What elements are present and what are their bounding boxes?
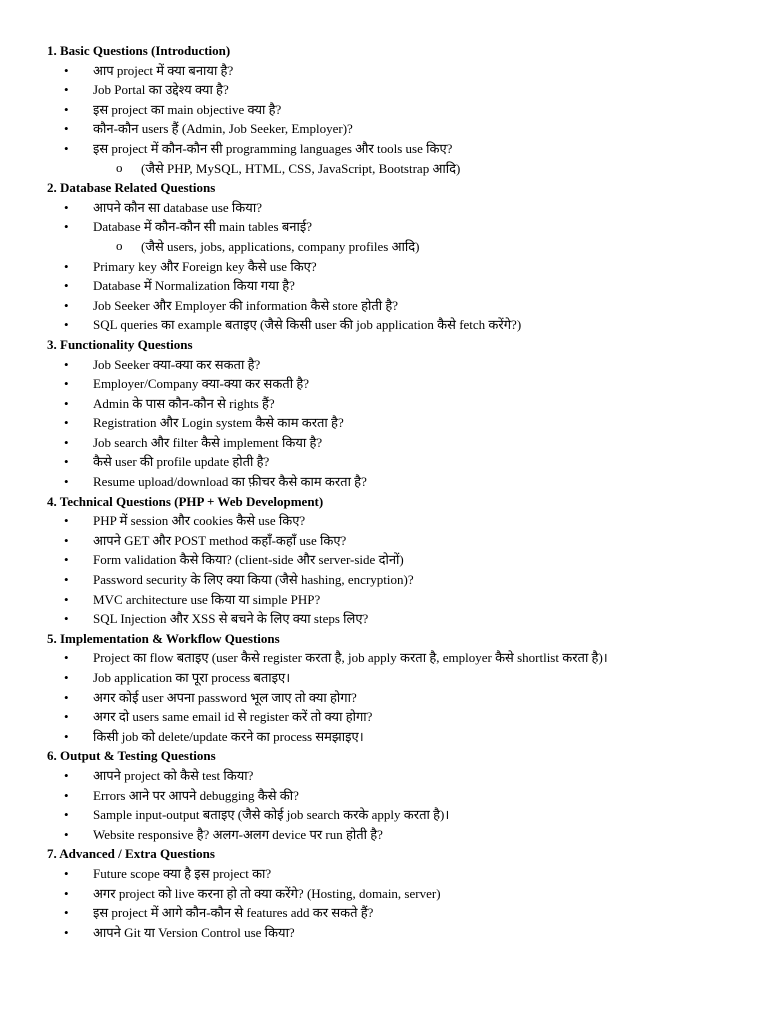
bullet-icon: • (64, 317, 69, 333)
question-item (0, 825, 768, 845)
question-text: Job application का पूरा process बताइए। (93, 670, 291, 685)
question-item (0, 100, 768, 120)
section-title: Functionality Questions (60, 336, 193, 352)
bullet-icon: • (64, 865, 69, 881)
section-heading (0, 629, 768, 649)
question-item (0, 315, 768, 335)
bullet-icon: • (64, 650, 69, 666)
sub-item-text: (जैसे users, jobs, applications, company profiles आदि) (141, 238, 420, 254)
question-text: अगर दो users same email id से register करें तो क्या होगा? (93, 709, 373, 725)
question-item (0, 609, 768, 629)
question-item (0, 531, 768, 551)
bullet-icon: • (64, 513, 69, 529)
question-text: Project का flow बताइए (user कैसे register करता है, job apply करता है, employer कैसे shortlist करता है)। (93, 650, 608, 666)
section-number: 5. (47, 630, 57, 646)
document-page (0, 41, 768, 942)
bullet-icon: • (64, 767, 69, 783)
question-item (0, 727, 768, 747)
question-item (0, 433, 768, 453)
section-title: Advanced / Extra Questions (59, 846, 215, 862)
section-heading (0, 844, 768, 864)
section-heading (0, 41, 768, 61)
bullet-icon: • (64, 591, 69, 607)
question-item (0, 296, 768, 316)
question-item (0, 805, 768, 825)
question-text: Job search और filter कैसे implement किया है? (93, 434, 323, 450)
bullet-icon: • (64, 728, 69, 744)
question-text: Future scope क्या है इस project का? (93, 865, 272, 881)
question-text: Primary key और Foreign key कैसे use किए? (93, 258, 317, 274)
question-item (0, 276, 768, 296)
bullet-icon: • (64, 532, 69, 548)
bullet-icon: • (64, 62, 69, 78)
question-text: Password security के लिए क्या किया (जैसे hashing, encryption)? (93, 572, 414, 588)
question-text: आपने GET और POST method कहाँ-कहाँ use किए? (93, 532, 347, 548)
bullet-icon: • (64, 356, 69, 372)
section-number: 6. (47, 748, 57, 764)
question-item (0, 570, 768, 590)
bullet-icon: • (64, 140, 69, 156)
section-number: 7. (47, 846, 57, 862)
question-text: आपने Git या Version Control use किया? (93, 924, 295, 940)
question-text: इस project का main objective क्या है? (93, 101, 282, 117)
section-title: Implementation & Workflow Questions (60, 630, 280, 646)
question-text: इस project में कौन-कौन सी programming languages और tools use किए? (93, 140, 453, 156)
question-text: अगर कोई user अपना password भूल जाए तो क्या होगा? (93, 689, 357, 705)
question-text: PHP में session और cookies कैसे use किए? (93, 513, 306, 529)
question-text: इस project में आगे कौन-कौन से features add कर सकते हैं? (93, 905, 374, 921)
bullet-icon: • (64, 552, 69, 568)
bullet-icon: • (64, 670, 69, 685)
bullet-icon: • (64, 434, 69, 450)
circle-bullet-icon: o (116, 237, 123, 253)
question-text: Database में कौन-कौन सी main tables बनाई? (93, 219, 313, 235)
bullet-icon: • (64, 219, 69, 235)
question-item (0, 119, 768, 139)
section-number: 3. (47, 336, 57, 352)
question-text: Job Seeker और Employer की information कैसे store होती है? (93, 297, 399, 313)
question-item (0, 139, 768, 159)
question-item (0, 688, 768, 708)
question-item (0, 374, 768, 394)
question-item (0, 472, 768, 492)
question-item (0, 257, 768, 277)
question-text: Form validation कैसे किया? (client-side और server-side दोनों) (93, 552, 404, 568)
question-item (0, 923, 768, 943)
sub-item-text: (जैसे PHP, MySQL, HTML, CSS, JavaScript, Bootstrap आदि) (141, 160, 461, 176)
question-item (0, 61, 768, 81)
question-text: Registration और Login system कैसे काम करता है? (93, 415, 344, 431)
section-number: 2. (47, 180, 57, 196)
question-text: अगर project को live करना हो तो क्या करेंगे? (Hosting, domain, server) (93, 885, 441, 901)
bullet-icon: • (64, 611, 69, 627)
question-item (0, 452, 768, 472)
question-text: Website responsive है? अलग-अलग device पर run होती है? (93, 826, 383, 842)
question-text: Job Seeker क्या-क्या कर सकता है? (93, 356, 261, 372)
question-text: Admin के पास कौन-कौन से rights हैं? (93, 395, 275, 411)
circle-bullet-icon: o (116, 159, 123, 175)
question-text: Resume upload/download का फ़ीचर कैसे काम करता है? (93, 474, 367, 490)
section-title: Output & Testing Questions (60, 748, 216, 764)
question-text: आप project में क्या बनाया है? (93, 62, 234, 78)
bullet-icon: • (64, 572, 69, 588)
section-heading (0, 746, 768, 766)
section-number: 4. (47, 493, 57, 509)
section-title: Basic Questions (Introduction) (60, 43, 231, 58)
question-item (0, 864, 768, 884)
bullet-icon: • (64, 709, 69, 725)
bullet-icon: • (64, 826, 69, 842)
bullet-icon: • (64, 376, 69, 392)
question-item (0, 707, 768, 727)
question-item (0, 80, 768, 100)
bullet-icon: • (64, 924, 69, 940)
bullet-icon: • (64, 689, 69, 705)
question-text: कैसे user की profile update होती है? (93, 454, 270, 470)
question-item (0, 198, 768, 218)
section-title: Technical Questions (PHP + Web Development) (59, 493, 324, 509)
section-number: 1. (47, 43, 57, 58)
section-heading (0, 335, 768, 355)
bullet-icon: • (64, 395, 69, 411)
section-heading (0, 492, 768, 512)
question-text: Employer/Company क्या-क्या कर सकती है? (93, 376, 310, 392)
question-item (0, 668, 768, 688)
question-text: आपने project को कैसे test किया? (93, 767, 254, 783)
question-text: Sample input-output बताइए (जैसे कोई job search करके apply करता है)। (93, 807, 450, 823)
question-item (0, 786, 768, 806)
question-item (0, 355, 768, 375)
question-text: किसी job को delete/update करने का process समझाइए। (93, 728, 364, 744)
sub-item (0, 159, 768, 179)
question-text: SQL queries का example बताइए (जैसे किसी user की job application कैसे fetch करेंगे?) (93, 317, 522, 333)
bullet-icon: • (64, 278, 69, 294)
question-item (0, 394, 768, 414)
bullet-icon: • (64, 807, 69, 823)
question-item (0, 648, 768, 668)
bullet-icon: • (64, 905, 69, 921)
question-item (0, 550, 768, 570)
bullet-icon: • (64, 297, 69, 313)
question-text: SQL Injection और XSS से बचने के लिए क्या steps लिए? (93, 611, 369, 627)
question-text: कौन-कौन users हैं (Admin, Job Seeker, Employer)? (93, 121, 353, 137)
bullet-icon: • (64, 787, 69, 803)
bullet-icon: • (64, 258, 69, 274)
bullet-icon: • (64, 415, 69, 431)
question-item (0, 590, 768, 610)
bullet-icon: • (64, 474, 69, 490)
question-text: MVC architecture use किया या simple PHP? (93, 591, 321, 607)
question-item (0, 511, 768, 531)
question-item (0, 903, 768, 923)
bullet-icon: • (64, 199, 69, 215)
question-item (0, 217, 768, 237)
sub-item (0, 237, 768, 257)
bullet-icon: • (64, 101, 69, 117)
question-text: Database में Normalization किया गया है? (93, 278, 295, 294)
bullet-icon: • (64, 82, 69, 98)
section-heading (0, 178, 768, 198)
bullet-icon: • (64, 454, 69, 470)
question-item (0, 766, 768, 786)
question-text: आपने कौन सा database use किया? (93, 199, 262, 215)
question-text: Job Portal का उद्देश्य क्या है? (93, 82, 229, 98)
section-title: Database Related Questions (60, 180, 216, 196)
bullet-icon: • (64, 121, 69, 137)
question-item (0, 884, 768, 904)
question-item (0, 413, 768, 433)
bullet-icon: • (64, 885, 69, 901)
question-text: Errors आने पर आपने debugging कैसे की? (93, 787, 299, 803)
